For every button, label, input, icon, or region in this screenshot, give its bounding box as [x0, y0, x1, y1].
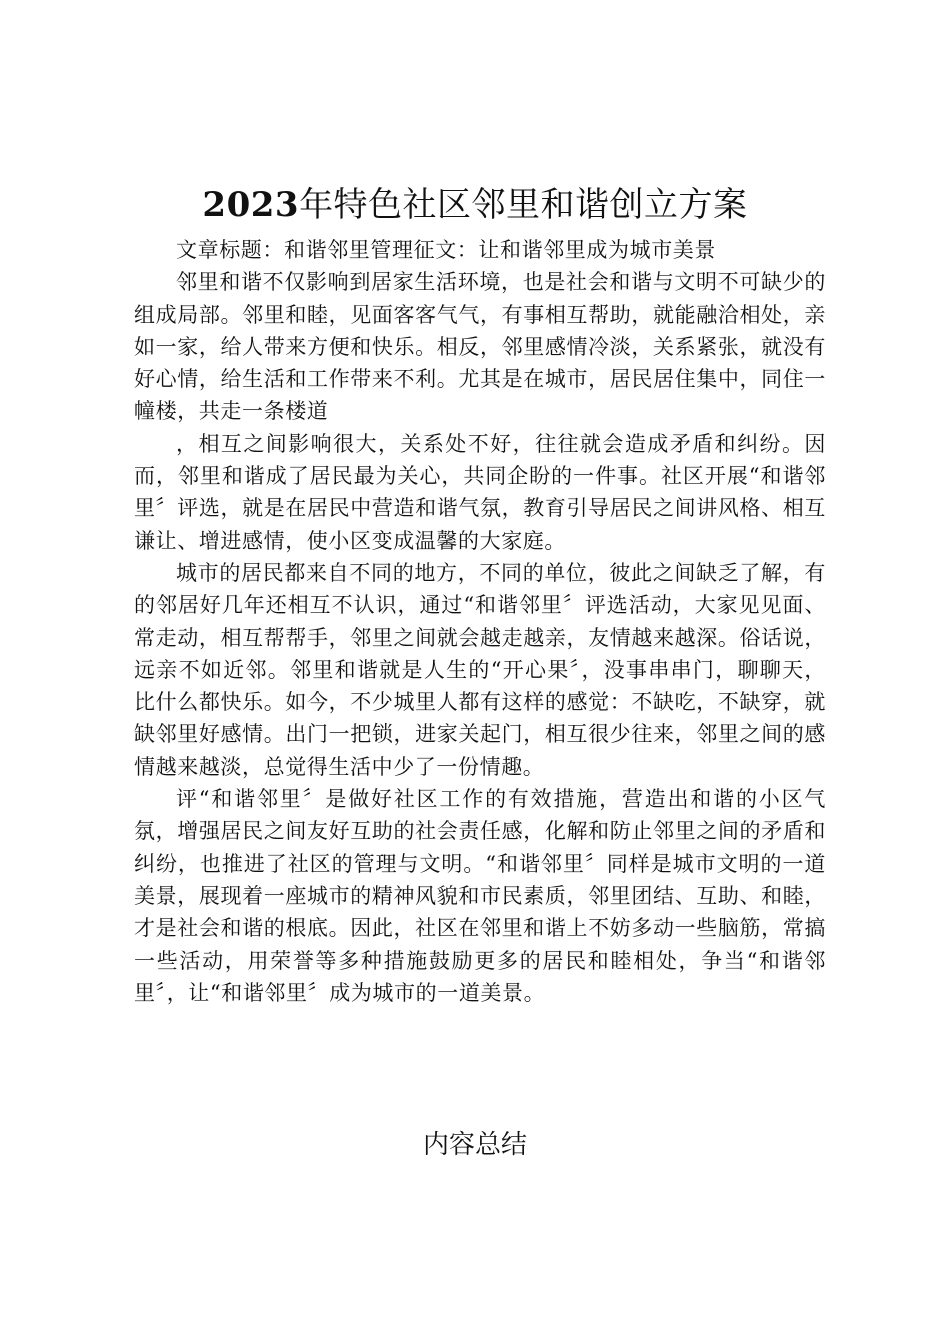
title-year: 2023 — [202, 185, 300, 225]
body-paragraph: 评“和谐邻里〞是做好社区工作的有效措施，营造出和谐的小区气氛，增强居民之间友好互助的社会责任感，化解和防止邻里之间的矛盾和纠纷，也推进了社区的管理与文明。“和谐邻里〞同样是城市文明的一道美景，展现着一座城市的精神风貌和市民素质，邻里团结、互助、和睦，才是社会和谐的根底。因此，社区在邻里和谐上不妨多动一些脑筋，常搞一些活动，用荣誉等多种措施鼓励更多的居民和睦相处，争当“和谐邻里〞，让“和谐邻里〞成为城市的一道美景。 — [134, 787, 826, 1005]
title-text: 年特色社区邻里和谐创立方案 — [299, 185, 748, 225]
article-subtitle-paragraph: 文章标题：和谐邻里管理征文：让和谐邻里成为城市美景 — [176, 238, 716, 262]
document-title — [0, 182, 950, 228]
document-body — [134, 234, 826, 1009]
body-paragraph: ，相互之间影响很大，关系处不好，往往就会造成矛盾和纠纷。因而，邻里和谐成了居民最为关心，共同企盼的一件事。社区开展“和谐邻里〞评选，就是在居民中营造和谐气氛，教育引导居民之间讲风格、相互谦让、增进感情，使小区变成温馨的大家庭。 — [134, 431, 826, 553]
body-paragraph: 邻里和谐不仅影响到居家生活环境，也是社会和谐与文明不可缺少的组成局部。邻里和睦，见面客客气气，有事相互帮助，就能融洽相处，亲如一家，给人带来方便和快乐。相反，邻里感情冷淡，关系紧张，就没有好心情，给生活和工作带来不利。尤其是在城市，居民居住集中，同住一幢楼，共走一条楼道 — [134, 270, 826, 424]
summary-heading: 内容总结 — [422, 1130, 527, 1160]
body-paragraph: 城市的居民都来自不同的地方，不同的单位，彼此之间缺乏了解，有的邻居好几年还相互不认识，通过“和谐邻里〞评选活动，大家见见面、常走动，相互帮帮手，邻里之间就会越走越亲，友情越来越深。俗话说，远亲不如近邻。邻里和谐就是人生的“开心果〞，没事串串门，聊聊天，比什么都快乐。如今，不少城里人都有这样的感觉：不缺吃，不缺穿，就缺邻里好感情。出门一把锁，进家关起门，相互很少往来，邻里之间的感情越来越淡，总觉得生活中少了一份情趣。 — [134, 560, 826, 779]
